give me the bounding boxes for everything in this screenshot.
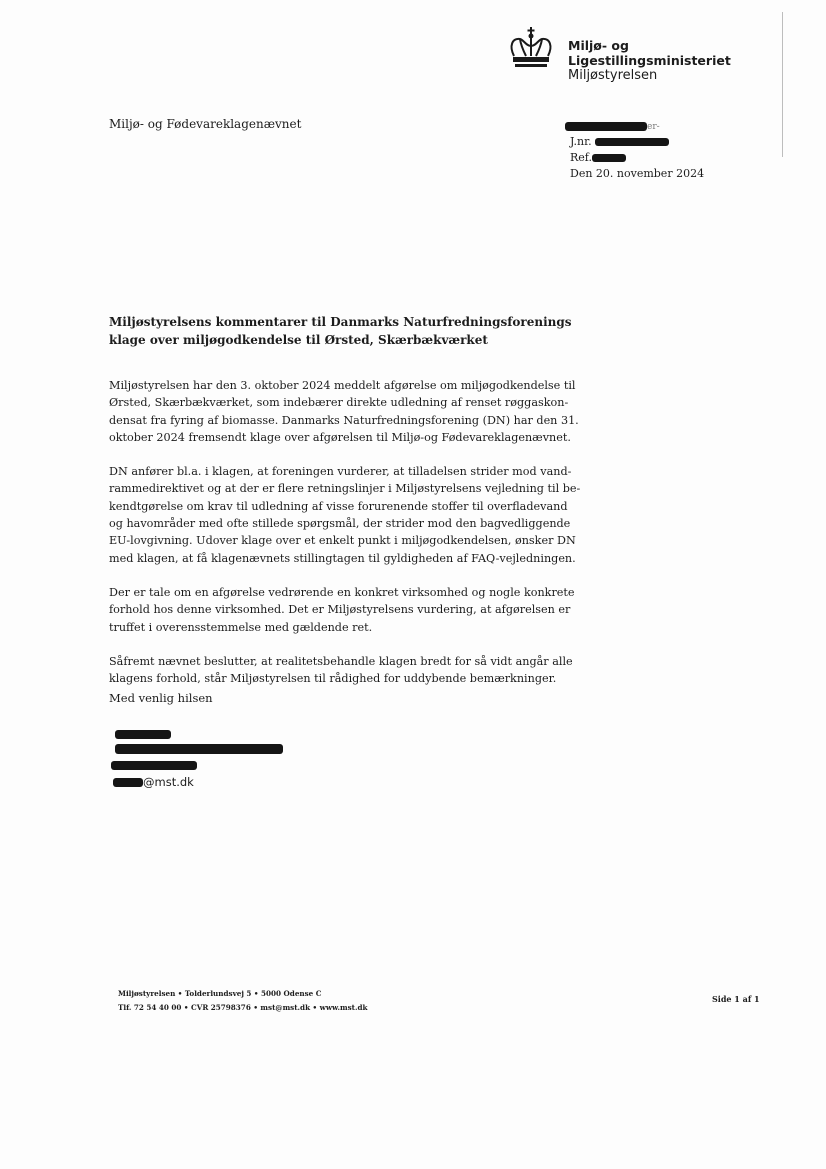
page-number: Side 1 af 1 <box>712 994 760 1004</box>
body-line: klagens forhold, står Miljøstyrelsen til rådighed for uddybende bemærkninger. <box>109 672 557 686</box>
letter-heading <box>109 313 589 349</box>
redacted-block <box>592 154 626 162</box>
body-line: med klagen, at få klagenævnets stillingtagen til gyldigheden af FAQ-vejledningen. <box>109 551 576 565</box>
heading-line: klage over miljøgodkendelse til Ørsted, Skærbækværket <box>109 333 488 347</box>
heading-line: Miljøstyrelsens kommentarer til Danmarks Naturfredningsforenings <box>109 315 572 329</box>
redacted-block <box>565 122 647 131</box>
body-line: oktober 2024 fremsendt klage over afgørelsen til Miljø-og Fødevareklagenævnet. <box>109 430 571 444</box>
body-line: truffet i overensstemmelse med gældende ret. <box>109 620 373 634</box>
redacted-block <box>115 744 283 754</box>
body-line: rammedirektivet og at der er flere retningslinjer i Miljøstyrelsens vejledning til be- <box>109 482 581 496</box>
redacted-block <box>595 138 669 146</box>
body-line: forhold hos denne virksomhed. Det er Miljøstyrelsens vurdering, at afgørelsen er <box>109 603 571 617</box>
body-line: Såfremt nævnet beslutter, at realitetsbehandle klagen bredt for så vidt angår alle <box>109 654 573 668</box>
footer-contact: Tlf. 72 54 40 00 • CVR 25798376 • mst@mst.dk • www.mst.dk <box>118 1003 368 1012</box>
redacted-block <box>115 730 171 739</box>
body-line: densat fra fyring af biomasse. Danmarks Naturfredningsforening (DN) har den 31. <box>109 413 579 427</box>
crown-logo-icon <box>506 26 556 70</box>
scan-edge-line <box>782 12 783 157</box>
body-line: Ørsted, Skærbækværket, som indebærer direkte udledning af renset røggaskon- <box>109 396 569 410</box>
ref-label: Ref. <box>570 151 592 164</box>
recipient-name: Miljø- og Fødevareklagenævnet <box>109 117 302 131</box>
body-line: Der er tale om en afgørelse vedrørende en konkret virksomhed og nogle konkrete <box>109 585 575 599</box>
paragraph-3 <box>109 584 579 636</box>
agency-name: Miljøstyrelsen <box>568 68 658 83</box>
paragraph-4 <box>109 653 579 688</box>
body-line: Miljøstyrelsen har den 3. oktober 2024 meddelt afgørelse om miljøgodkendelse til <box>109 379 576 392</box>
reference-line-1 <box>570 118 704 134</box>
footer-address: Miljøstyrelsen • Tolderlundsvej 5 • 5000 Odense C <box>118 989 322 998</box>
ministry-name-line2: Ligestillingsministeriet <box>568 53 731 68</box>
ministry-name-line1: Miljø- og <box>568 38 629 53</box>
body-line: og havområder med ofte stillede spørgsmål, der strider mod den bagvedliggende <box>109 517 571 531</box>
letter-footer <box>118 987 367 1015</box>
ministry-name-block <box>568 38 731 83</box>
body-line: kendtgørelse om krav til udledning af visse forurenende stoffer til overfladevand <box>109 499 568 513</box>
sender-email <box>113 775 194 789</box>
redacted-block <box>111 761 197 770</box>
reference-line-suffix: er- <box>647 122 660 132</box>
paragraph-2 <box>109 463 579 567</box>
redacted-block <box>113 778 143 787</box>
letter-date: Den 20. november 2024 <box>570 167 705 180</box>
body-line: DN anfører bl.a. i klagen, at foreningen vurderer, at tilladelsen strider mod vand- <box>109 465 572 479</box>
email-domain: @mst.dk <box>143 775 194 789</box>
paragraph-1 <box>109 377 579 446</box>
jnr-line <box>570 134 704 150</box>
closing-greeting: Med venlig hilsen <box>109 691 213 705</box>
jnr-label: J.nr. <box>570 135 592 148</box>
letter-body <box>109 377 579 704</box>
body-line: EU-lovgivning. Udover klage over et enkelt punkt i miljøgodkendelsen, ønsker DN <box>109 534 576 548</box>
ref-line <box>570 150 704 166</box>
reference-block <box>570 118 704 182</box>
